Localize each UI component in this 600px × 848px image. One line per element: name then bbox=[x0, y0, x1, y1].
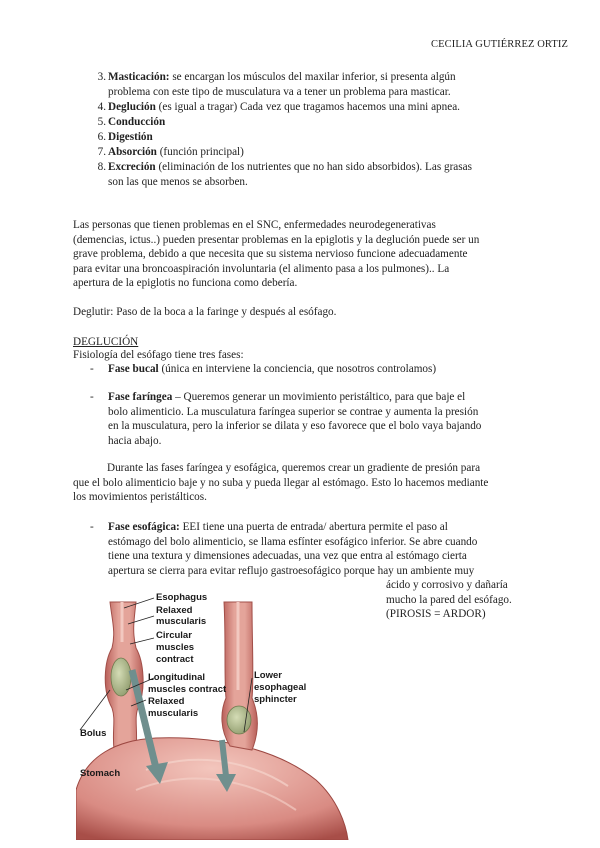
snc-paragraph bbox=[73, 218, 535, 291]
paragraph-line: Las personas que tienen problemas en el SNC, enfermedades neurodegenerativas bbox=[73, 219, 436, 231]
side-note-line: ácido y corrosivo y dañaría bbox=[386, 579, 508, 591]
label-bolus: Bolus bbox=[80, 728, 107, 739]
label-relaxed: Relaxed bbox=[156, 605, 193, 616]
list-number: 7. bbox=[97, 146, 106, 158]
label-esophagus: Esophagus bbox=[156, 592, 208, 603]
phase-term: Fase faríngea bbox=[108, 391, 173, 403]
label-circular: muscles bbox=[156, 642, 195, 653]
bullet-dash: - bbox=[90, 521, 94, 533]
label-longitudinal: muscles contract bbox=[148, 684, 227, 695]
paragraph-line: apertura de la epiglotis no funciona como debería. bbox=[73, 277, 298, 290]
stomach-shape bbox=[76, 738, 348, 840]
list-number: 4. bbox=[97, 101, 106, 113]
list-item bbox=[97, 145, 538, 160]
label-relaxed: muscularis bbox=[148, 708, 199, 719]
list-item bbox=[97, 100, 538, 115]
list-number: 3. bbox=[97, 71, 106, 83]
list-text: (eliminación de los nutrientes que no han sido absorbidos). Las grasas bbox=[158, 161, 472, 173]
paragraph-line: Durante las fases faríngea y esofágica, queremos crear un gradiente de presión para bbox=[107, 462, 481, 474]
section-subtitle: Fisiología del esófago tiene tres fases: bbox=[73, 349, 244, 361]
list-term: Masticación: bbox=[108, 71, 170, 83]
list-item bbox=[97, 160, 538, 189]
list-number: 6. bbox=[97, 131, 106, 143]
bullet-dash: - bbox=[90, 391, 94, 403]
gradient-paragraph bbox=[73, 461, 535, 505]
label-lower: Lower bbox=[254, 670, 282, 681]
sphincter-arrow bbox=[222, 740, 226, 776]
list-number: 8. bbox=[97, 161, 106, 173]
phase-text: (única en interviene la conciencia, que nosotros controlamos) bbox=[161, 363, 437, 375]
phase-text: EEI tiene una puerta de entrada/ abertura permite el paso al bbox=[179, 521, 448, 533]
list-term: Excreción bbox=[108, 161, 156, 173]
paragraph-line: para evitar una broncoaspiración involuntaria (el alimento pasa a los pulmones).. La bbox=[73, 262, 450, 275]
list-text: (es igual a tragar) Cada vez que tragamos hacemos una mini apnea. bbox=[158, 101, 460, 113]
list-item bbox=[97, 130, 538, 145]
phase-text: apertura se cierra para evitar reflujo gastroesofágico porque hay un ambiente muy bbox=[108, 564, 475, 577]
phase-bucal bbox=[108, 362, 536, 377]
list-term: Deglución bbox=[108, 101, 156, 113]
list-number: 5. bbox=[97, 116, 106, 128]
deglutir-definition: Deglutir: Paso de la boca a la faringe y después al esófago. bbox=[73, 306, 337, 318]
side-note-line: mucho la pared del esófago. bbox=[386, 593, 512, 606]
paragraph-line: (demencias, ictus..) pueden presentar problemas en la epiglotis y la deglución puede ser un bbox=[73, 233, 480, 246]
paragraph-line: los movimientos peristálticos. bbox=[73, 491, 207, 504]
list-text: problema con este tipo de musculatura va a tener un problema para masticar. bbox=[108, 85, 451, 98]
phase-term: Fase esofágica: bbox=[108, 521, 180, 533]
list-text: son las que menos se absorben. bbox=[108, 175, 248, 188]
author-header: CECILIA GUTIÉRREZ ORTIZ bbox=[431, 39, 568, 50]
label-stomach: Stomach bbox=[80, 768, 121, 779]
side-note bbox=[386, 578, 546, 622]
list-text: (función principal) bbox=[159, 146, 244, 158]
phase-esofagica bbox=[108, 520, 536, 578]
list-item bbox=[97, 115, 538, 130]
label-longitudinal: Longitudinal bbox=[148, 672, 205, 683]
phase-text: tiene una textura y dimensiones adecuadas, una vez que entra al estómago cierta bbox=[108, 550, 467, 563]
list-item bbox=[97, 70, 538, 99]
label-circular: Circular bbox=[156, 630, 192, 641]
list-text: se encargan los músculos del maxilar inferior, si presenta algún bbox=[172, 71, 456, 83]
label-circular: contract bbox=[156, 654, 194, 665]
label-lower: sphincter bbox=[254, 694, 297, 705]
side-note-line: (PIROSIS = ARDOR) bbox=[386, 608, 486, 621]
phase-text: hacia abajo. bbox=[108, 434, 162, 447]
label-lower: esophageal bbox=[254, 682, 307, 693]
phase-term: Fase bucal bbox=[108, 363, 159, 375]
esophagus-diagram bbox=[76, 580, 366, 840]
paragraph-line: que el bolo alimenticio baje y no suba y pueda llegar al estómago. Esto lo hacemos mediante bbox=[73, 476, 489, 489]
esophagus-illustration bbox=[76, 580, 366, 840]
phase-text: – Queremos generar un movimiento peristáltico, para que baje el bbox=[175, 391, 466, 403]
section-title: DEGLUCIÓN bbox=[73, 336, 139, 348]
list-term: Digestión bbox=[108, 131, 153, 143]
list-term: Absorción bbox=[108, 146, 157, 158]
bullet-dash: - bbox=[90, 363, 94, 375]
label-relaxed: muscularis bbox=[156, 616, 207, 627]
paragraph-line: grave problema, debido a que necesita que su sistema nervioso funcione adecuadamente bbox=[73, 248, 468, 261]
bolus-left bbox=[111, 658, 131, 696]
label-relaxed: Relaxed bbox=[148, 696, 185, 707]
list-term: Conducción bbox=[108, 116, 166, 128]
phase-text: estómago del bolo alimenticio, se llama esfínter esofágico inferior. Se abre cuando bbox=[108, 535, 478, 548]
phase-faringea bbox=[108, 390, 536, 448]
phase-text: bolo alimenticio. La musculatura faríngea superior se contrae y aumenta la presión bbox=[108, 405, 479, 418]
phase-text: en la musculatura, pero la inferior se dilata y eso favorece que el bolo vaya bajando bbox=[108, 420, 482, 433]
